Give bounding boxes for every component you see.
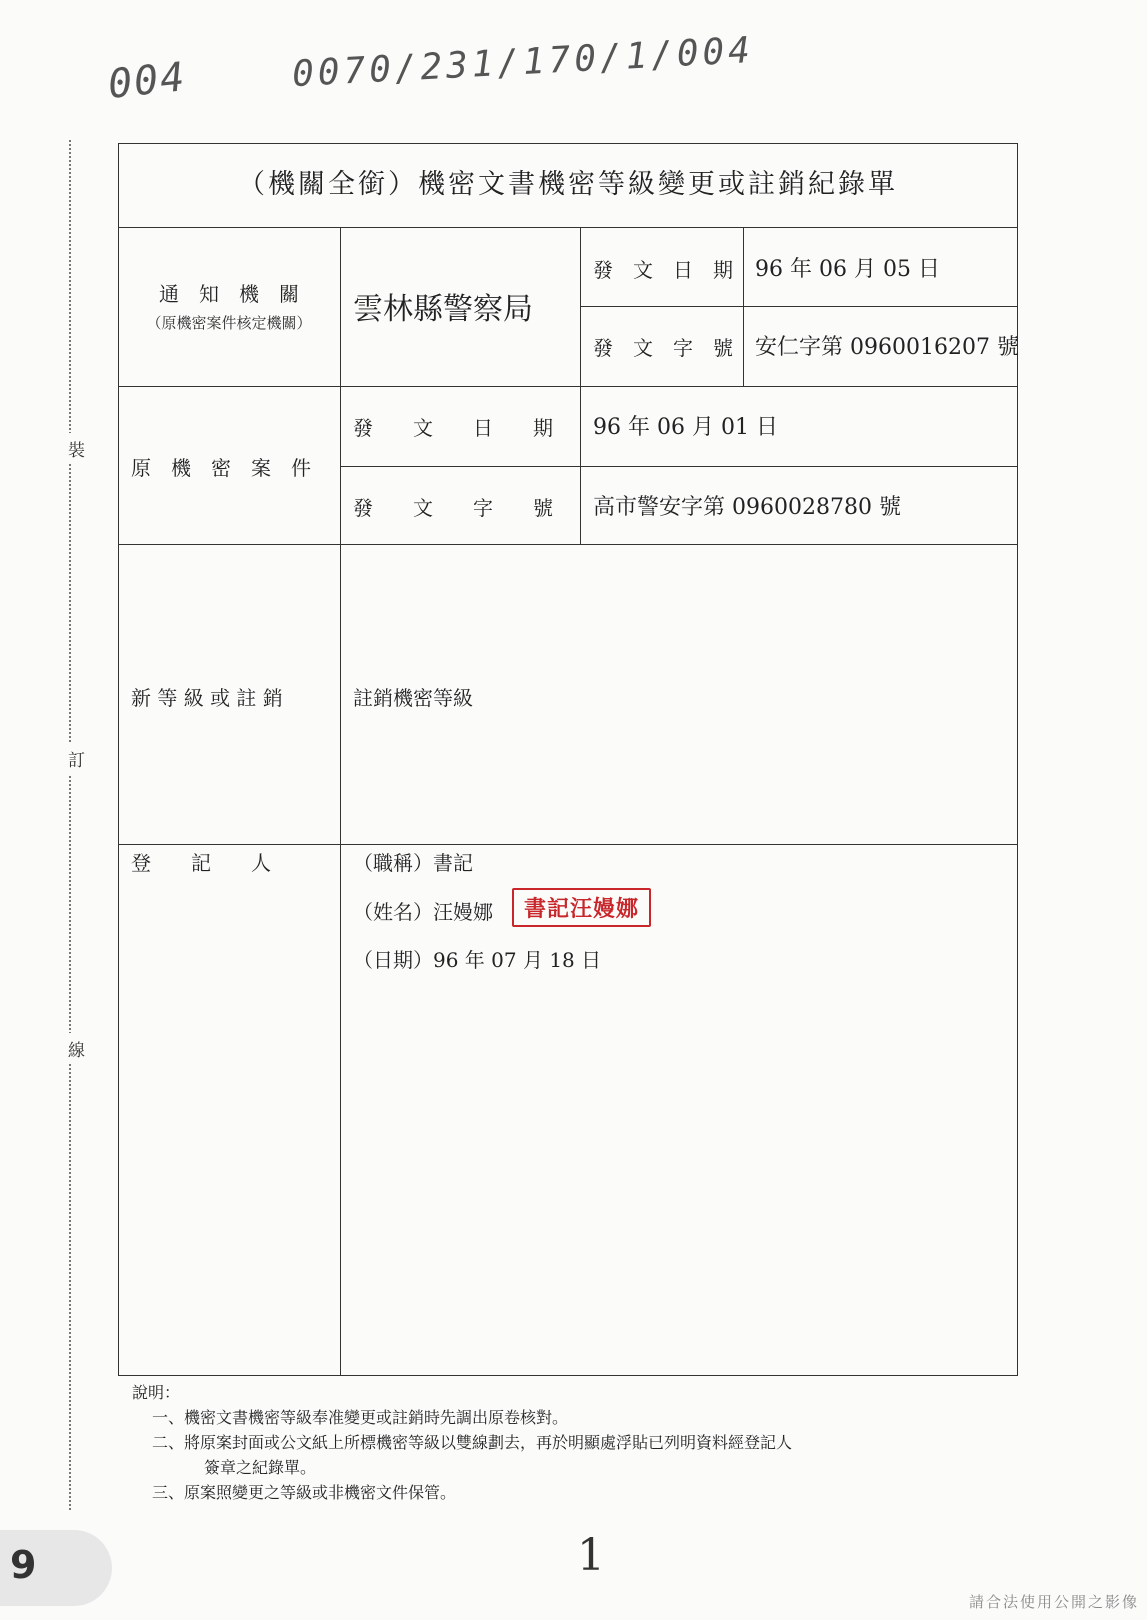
note-1: 一、機密文書機密等級奉准變更或註銷時先調出原卷核對。: [152, 1408, 569, 1427]
registrant-title: （職稱）書記: [353, 851, 473, 875]
row-divider: [580, 306, 1017, 307]
notify-value: 雲林縣警察局: [353, 292, 533, 327]
row-divider: [119, 386, 1017, 387]
binding-char-1: 裝: [68, 433, 85, 464]
send-date-label: 發 文 日 期: [593, 258, 733, 282]
binding-line: [69, 140, 71, 1510]
handwritten-number-left: 004: [105, 54, 189, 108]
form-title: （機關全銜）機密文書機密等級變更或註銷紀錄單: [238, 169, 898, 200]
column-divider: [743, 227, 744, 386]
send-date-value: 96 年 06 月 05 日: [755, 257, 940, 282]
new-level-label: 新 等 級 或 註 銷: [131, 686, 283, 710]
orig-case-label: 原 機 密 案 件: [131, 456, 311, 480]
row-divider: [119, 544, 1017, 545]
notify-sublabel: （原機密案件核定機關）: [146, 314, 312, 332]
column-divider: [340, 227, 341, 1375]
page-folio-number: 1: [577, 1530, 605, 1581]
binding-char-2: 訂: [68, 743, 85, 774]
note-2-continued: 簽章之紀錄單。: [204, 1458, 317, 1477]
notify-label: 通 知 機 關: [159, 282, 299, 306]
orig-no-value: 高市警安字第 0960028780 號: [593, 495, 901, 520]
send-no-value: 安仁字第 0960016207 號: [755, 335, 1019, 360]
record-form-table: [118, 143, 1018, 1376]
orig-date-value: 96 年 06 月 01 日: [593, 415, 778, 440]
corner-page-number: 9: [10, 1543, 37, 1587]
registrant-name: （姓名）汪嫚娜: [353, 900, 493, 924]
handwritten-archive-code: 0070/231/170/1/004: [291, 29, 755, 96]
binding-char-3: 線: [68, 1033, 85, 1064]
red-seal-stamp: 書記汪嫚娜: [512, 888, 651, 927]
orig-date-label: 發 文 日 期: [353, 416, 553, 440]
registrant-label: 登 記 人: [131, 851, 271, 875]
row-divider: [119, 844, 1017, 845]
orig-no-label: 發 文 字 號: [353, 496, 553, 520]
usage-notice: 請合法使用公開之影像: [968, 1593, 1139, 1611]
notes-section: [132, 1380, 792, 1505]
new-level-value: 註銷機密等級: [353, 686, 473, 710]
note-2: 二、將原案封面或公文紙上所標機密等級以雙線劃去，再於明顯處浮貼已列明資料經登記人: [152, 1433, 793, 1452]
note-3: 三、原案照變更之等級或非機密文件保管。: [152, 1483, 457, 1502]
column-divider: [580, 227, 581, 544]
row-divider: [119, 227, 1017, 228]
row-divider: [340, 466, 1017, 467]
registrant-date: （日期）96 年 07 月 18 日: [353, 948, 602, 972]
send-no-label: 發 文 字 號: [593, 336, 733, 360]
notes-heading: 說明：: [132, 1383, 181, 1402]
